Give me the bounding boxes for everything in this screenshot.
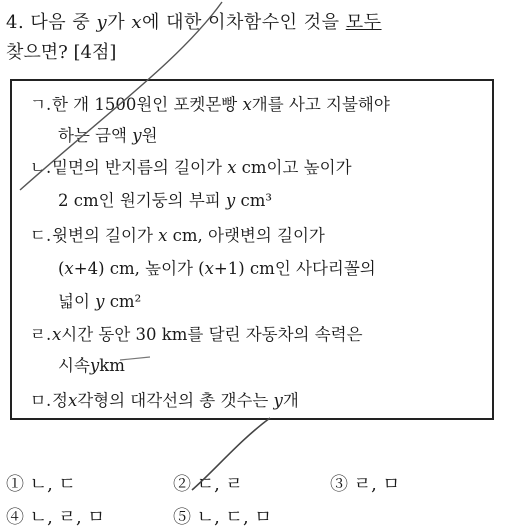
choice-4[interactable]: ④ ㄴ, ㄹ, ㅁ: [6, 507, 105, 528]
item-e: [30, 387, 299, 411]
question-mid: 가: [107, 12, 132, 33]
item-marker: ㄱ.: [30, 95, 52, 114]
item-text: 𝑥시간 동안 30 km를 달린 자동차의 속력은: [52, 325, 363, 344]
question-prefix: 4. 다음 중: [6, 12, 97, 33]
item-marker: ㄹ.: [30, 325, 52, 344]
item-b-cont: 2 cm인 원기둥의 부피 𝑦 cm³: [58, 191, 273, 210]
item-d: [30, 321, 363, 345]
choice-3[interactable]: ③ ㄹ, ㅁ: [330, 474, 400, 495]
item-marker: ㄴ.: [30, 158, 52, 177]
item-text: 밑면의 반지름의 길이가 𝑥 cm이고 높이가: [52, 158, 352, 177]
item-a: [30, 91, 390, 115]
item-marker: ㄷ.: [30, 226, 52, 245]
question-line-2: 찾으면? [4점]: [6, 42, 117, 63]
item-c-cont: (𝑥+4) cm, 높이가 (𝑥+1) cm인 사다리꼴의: [58, 259, 376, 278]
underlined-all: 모두: [345, 12, 382, 33]
item-c-cont2: 넓이 𝑦 cm²: [58, 292, 142, 311]
var-x: x: [131, 12, 142, 33]
item-text: 정𝑥각형의 대각선의 총 갯수는 𝑦개: [52, 391, 299, 410]
question-line-1: [6, 8, 382, 34]
choice-5[interactable]: ⑤ ㄴ, ㄷ, ㅁ: [173, 507, 272, 528]
item-marker: ㅁ.: [30, 391, 52, 410]
conditions-box: [10, 79, 494, 420]
question-mid2: 에 대한 이차함수인 것을: [141, 12, 346, 33]
var-y: y: [96, 12, 108, 33]
item-d-cont: 시속𝑦km: [58, 356, 125, 375]
choice-1[interactable]: ① ㄴ, ㄷ: [6, 474, 76, 495]
item-b: [30, 154, 352, 178]
item-c: [30, 222, 325, 246]
item-a-cont: 하는 금액 𝑦원: [58, 126, 158, 145]
choice-2[interactable]: ② ㄷ, ㄹ: [173, 474, 243, 495]
item-text: 윗변의 길이가 𝑥 cm, 아랫변의 길이가: [52, 226, 325, 245]
item-text: 한 개 1500원인 포켓몬빵 𝑥개를 사고 지불해야: [52, 95, 390, 114]
